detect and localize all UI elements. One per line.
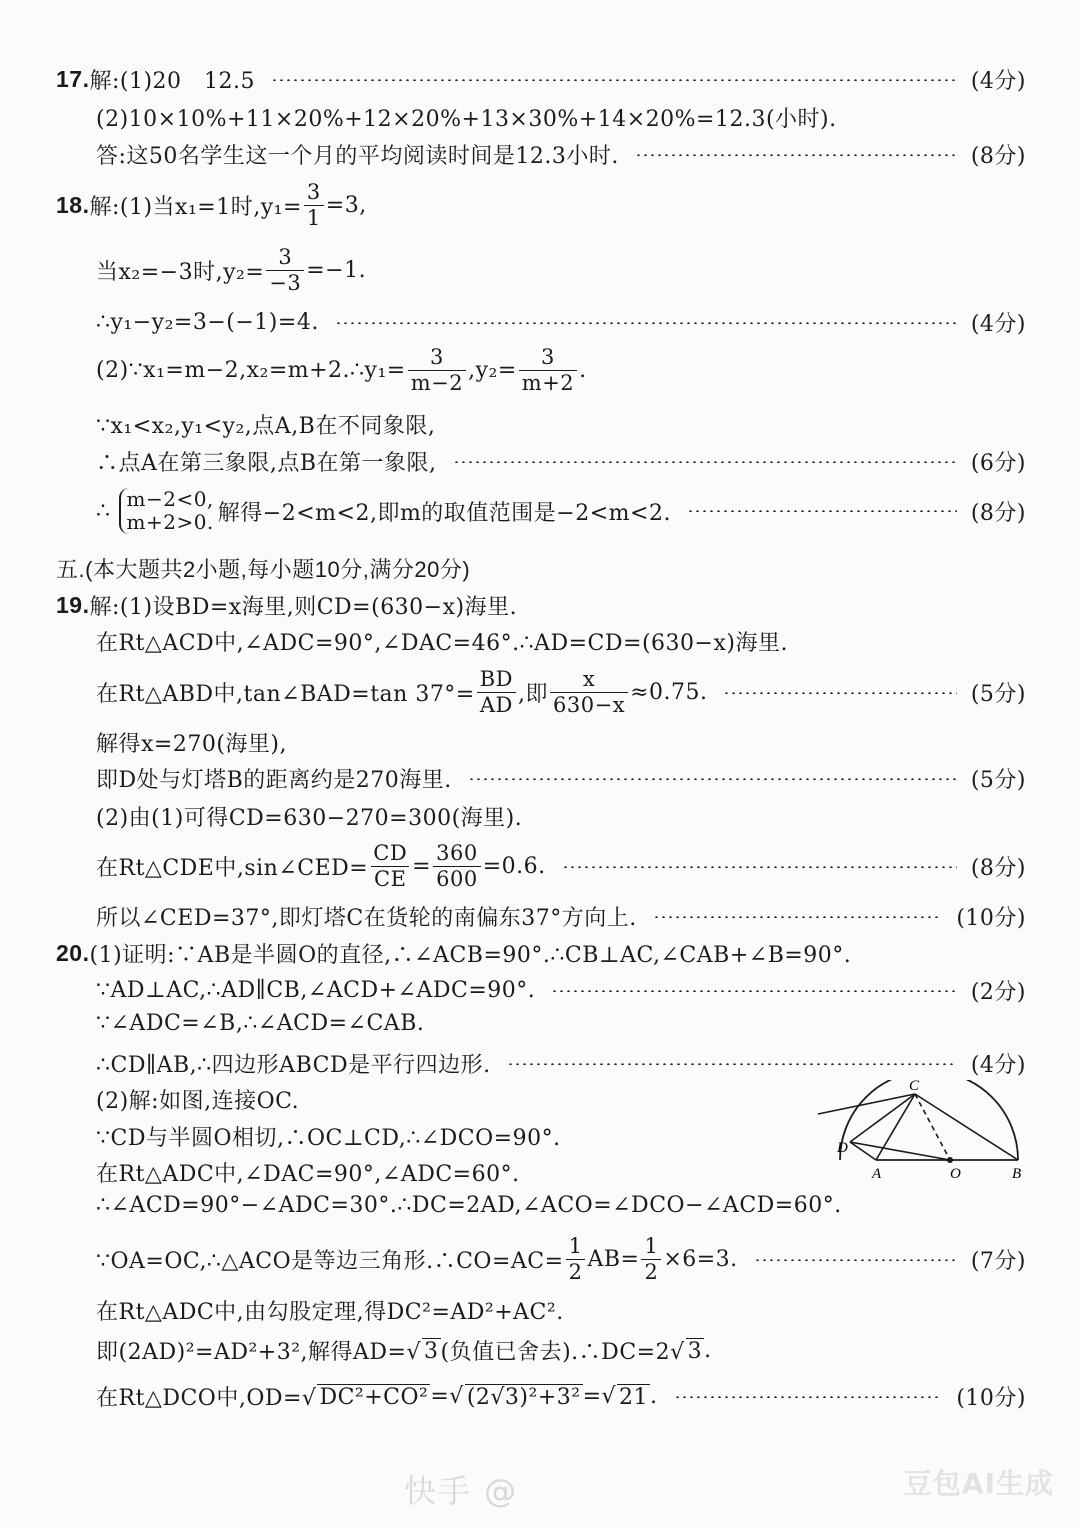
line-text: ,即 <box>518 682 549 707</box>
fraction <box>304 182 324 229</box>
fraction <box>566 1236 586 1283</box>
line-text: 解:(1)设BD=x海里,则CD=(630−x)海里. <box>89 595 518 620</box>
line-text: (1)证明:∵AB是半圆O的直径,∴∠ACB=90°.∴CB⊥AC,∠CAB+∠B=90°. <box>89 943 852 968</box>
numerator: x <box>582 667 596 691</box>
line-text: ∵∠ADC=∠B,∴∠ACD=∠CAB. <box>96 1011 425 1036</box>
line-19-5 <box>96 763 1026 794</box>
numerator: 1 <box>644 1234 659 1258</box>
center-point <box>947 1157 953 1163</box>
denominator: m+2 <box>519 370 577 394</box>
watermark-right: 豆包AI生成 <box>903 1467 1054 1500</box>
line-20-1 <box>56 938 1026 969</box>
fraction <box>641 1236 661 1283</box>
line-text: 在Rt△ADC中,∠DAC=90°,∠ADC=60°. <box>96 1162 520 1187</box>
denominator: CE <box>371 866 409 890</box>
score-label: (8分) <box>970 500 1026 526</box>
line-text: (2)10×10%+11×20%+12×20%+13×30%+14×20%=12.3(小时). <box>96 107 837 132</box>
line-20-2 <box>96 975 1026 1006</box>
question-number: 20. <box>56 940 90 966</box>
denominator: 2 <box>641 1259 661 1283</box>
line-text: ≈0.75. <box>630 680 708 705</box>
line-18-6 <box>96 446 1026 477</box>
line-20-7 <box>96 1157 800 1188</box>
section-heading: 五.(本大题共2小题,每小题10分,满分20分) <box>56 557 471 582</box>
line-17-3 <box>96 139 1026 170</box>
dot-leader <box>453 461 957 463</box>
line-text: AB= <box>587 1247 640 1272</box>
fraction <box>519 347 577 394</box>
score-label: (5分) <box>970 768 1026 793</box>
line-text: (负值已舍去).∴DC=2√ <box>440 1340 685 1365</box>
question-number: 18. <box>56 192 90 218</box>
section-five-heading <box>56 553 1026 584</box>
line-20-11 <box>96 1335 1026 1366</box>
line-text: (2)∵x₁=m−2,x₂=m+2.∴y₁= <box>96 358 406 383</box>
line-text: =3, <box>325 193 367 218</box>
numerator: BD <box>479 667 514 691</box>
line-20-3 <box>96 1011 1026 1036</box>
dot-leader <box>335 322 957 324</box>
radicand: (2√3)²+3² <box>466 1384 581 1410</box>
line-text: =√ <box>582 1384 617 1409</box>
line-text: 解:(1)20 12.5 <box>89 69 256 94</box>
line-text: 所以∠CED=37°,即灯塔C在货轮的南偏东37°方向上. <box>96 906 637 931</box>
dot-leader <box>551 990 957 992</box>
inequality-2: m+2>0. <box>126 510 214 534</box>
inequality-1: m−2<0, <box>126 487 214 511</box>
line-text: ,y₂= <box>468 358 517 383</box>
line-text: 答:这50名学生这一个月的平均阅读时间是12.3小时. <box>96 144 619 169</box>
line-19-2 <box>96 626 1026 657</box>
dot-leader <box>674 1396 943 1398</box>
line-text: ∵CD与半圆O相切,∴OC⊥CD,∴∠DCO=90°. <box>96 1126 561 1151</box>
line-text: 在Rt△DCO中,OD=√ <box>96 1386 317 1411</box>
fraction <box>370 843 410 890</box>
line-19-8 <box>96 901 1026 932</box>
line-18-7 <box>96 488 1026 534</box>
line-text: 在Rt△ACD中,∠ADC=90°,∠DAC=46°.∴AD=CD=(630−x)海里. <box>96 631 788 656</box>
line-text: =√ <box>430 1384 464 1409</box>
dot-leader <box>468 778 957 780</box>
denominator: 630−x <box>550 692 628 716</box>
denominator: AD <box>477 692 516 716</box>
line-text: . <box>704 1338 712 1363</box>
label-c: C <box>909 1080 920 1094</box>
fraction <box>477 669 516 716</box>
radicand: 3 <box>687 1338 703 1364</box>
denominator: 1 <box>304 205 324 229</box>
score-label: (7分) <box>970 1249 1026 1274</box>
line-text: (2)由(1)可得CD=630−270=300(海里). <box>96 806 523 831</box>
line-text: ∵AD⊥AC,∴AD∥CB,∠ACD+∠ADC=90°. <box>96 978 536 1003</box>
segment-do <box>850 1142 950 1160</box>
line-17-1 <box>56 64 1026 95</box>
question-number: 19. <box>56 592 90 618</box>
line-19-1 <box>56 590 1026 621</box>
line-text: = <box>412 854 432 879</box>
line-text: ∴点A在第三象限,点B在第一象限, <box>96 451 437 476</box>
line-text: 解得x=270(海里), <box>96 732 287 757</box>
line-text: =−1. <box>306 258 367 283</box>
score-label: (6分) <box>970 451 1026 476</box>
fraction <box>550 669 628 716</box>
line-text: ∴y₁−y₂=3−(−1)=4. <box>96 310 319 335</box>
denominator: 600 <box>433 866 481 890</box>
line-18-2 <box>96 247 1026 294</box>
label-b: B <box>1012 1166 1022 1182</box>
score-label: (2分) <box>970 980 1026 1005</box>
dot-leader <box>507 1063 957 1065</box>
line-20-12 <box>96 1381 1026 1412</box>
score-label: (8分) <box>970 856 1026 881</box>
dot-leader <box>723 692 956 694</box>
line-20-4 <box>96 1048 1026 1079</box>
numerator: 360 <box>436 841 478 865</box>
line-text: ∴∠ACD=90°−∠ADC=30°.∴DC=2AD,∠ACO=∠DCO−∠ACD=60°. <box>96 1193 842 1218</box>
line-text: =0.6. <box>482 854 546 879</box>
dot-leader <box>562 866 957 868</box>
dot-leader <box>754 1259 957 1261</box>
dot-leader <box>687 510 957 512</box>
line-18-3 <box>96 307 1026 338</box>
score-label: (10分) <box>956 906 1026 931</box>
score-label: (5分) <box>970 682 1026 707</box>
line-text: 即(2AD)²=AD²+3²,解得AD=√ <box>96 1340 422 1365</box>
numerator: 3 <box>278 245 293 269</box>
denominator: m−2 <box>408 370 466 394</box>
line-text: 在Rt△CDE中,sin∠CED= <box>96 856 369 881</box>
score-label: (4分) <box>970 69 1026 94</box>
line-18-5 <box>96 409 1026 440</box>
label-a: A <box>872 1166 882 1182</box>
score-label: (8分) <box>970 144 1026 169</box>
line-text: ×6=3. <box>663 1247 738 1272</box>
watermark-left: 快手 @ <box>404 1472 519 1510</box>
radicand: DC²+CO² <box>319 1384 429 1410</box>
dot-leader <box>271 79 957 81</box>
segment-co <box>915 1094 950 1160</box>
score-label: (4分) <box>970 1053 1026 1078</box>
line-19-7 <box>96 843 1026 890</box>
fraction <box>433 843 481 890</box>
question-number: 17. <box>56 66 90 92</box>
line-text: 当x₂=−3时,y₂= <box>96 260 265 285</box>
fraction <box>266 247 304 294</box>
dot-leader <box>653 916 943 918</box>
line-20-9 <box>96 1236 1026 1283</box>
inequality-system <box>119 488 214 534</box>
line-17-2 <box>96 102 1026 133</box>
numerator: 3 <box>306 180 321 204</box>
segment-cb <box>915 1094 1018 1160</box>
line-18-1 <box>56 182 1026 229</box>
radicand: 3 <box>424 1338 439 1364</box>
line-text: 解:(1)当x₁=1时,y₁= <box>89 195 302 220</box>
line-20-6 <box>96 1121 800 1152</box>
label-o: O <box>950 1166 961 1182</box>
numerator: CD <box>373 841 408 865</box>
line-text: . <box>579 358 587 383</box>
line-text: 在Rt△ABD中,tan∠BAD=tan 37°= <box>96 682 475 707</box>
line-19-6 <box>96 801 1026 832</box>
semicircle-figure <box>810 1080 1035 1190</box>
line-text: . <box>650 1384 658 1409</box>
line-text: (2)解:如图,连接OC. <box>96 1089 300 1114</box>
line-text: 即D处与灯塔B的距离约是270海里. <box>96 768 452 793</box>
line-text: ∴CD∥AB,∴四边形ABCD是平行四边形. <box>96 1053 491 1078</box>
line-text: ∵x₁<x₂,y₁<y₂,点A,B在不同象限, <box>96 414 436 439</box>
line-19-3 <box>96 669 1026 716</box>
line-text: ∵OA=OC,∴△ACO是等边三角形.∴CO=AC= <box>96 1249 564 1274</box>
numerator: 3 <box>429 345 444 369</box>
line-text: 在Rt△ADC中,由勾股定理,得DC²=AD²+AC². <box>96 1300 564 1325</box>
label-d: D <box>837 1140 848 1156</box>
line-20-10 <box>96 1295 1026 1326</box>
radicand: 21 <box>619 1384 649 1410</box>
line-20-5 <box>96 1084 800 1115</box>
line-text: 解得−2<m<2,即m的取值范围是−2<m<2. <box>217 500 671 526</box>
numerator: 3 <box>541 345 555 369</box>
score-label: (4分) <box>970 312 1026 337</box>
score-label: (10分) <box>956 1386 1026 1411</box>
denominator: −3 <box>266 270 304 294</box>
line-18-4 <box>96 347 1026 394</box>
line-text: ∴ <box>96 498 111 524</box>
numerator: 1 <box>568 1234 583 1258</box>
denominator: 2 <box>566 1259 586 1283</box>
line-19-4 <box>96 727 1026 758</box>
line-20-8 <box>96 1193 1026 1218</box>
fraction <box>408 347 466 394</box>
dot-leader <box>635 154 957 156</box>
